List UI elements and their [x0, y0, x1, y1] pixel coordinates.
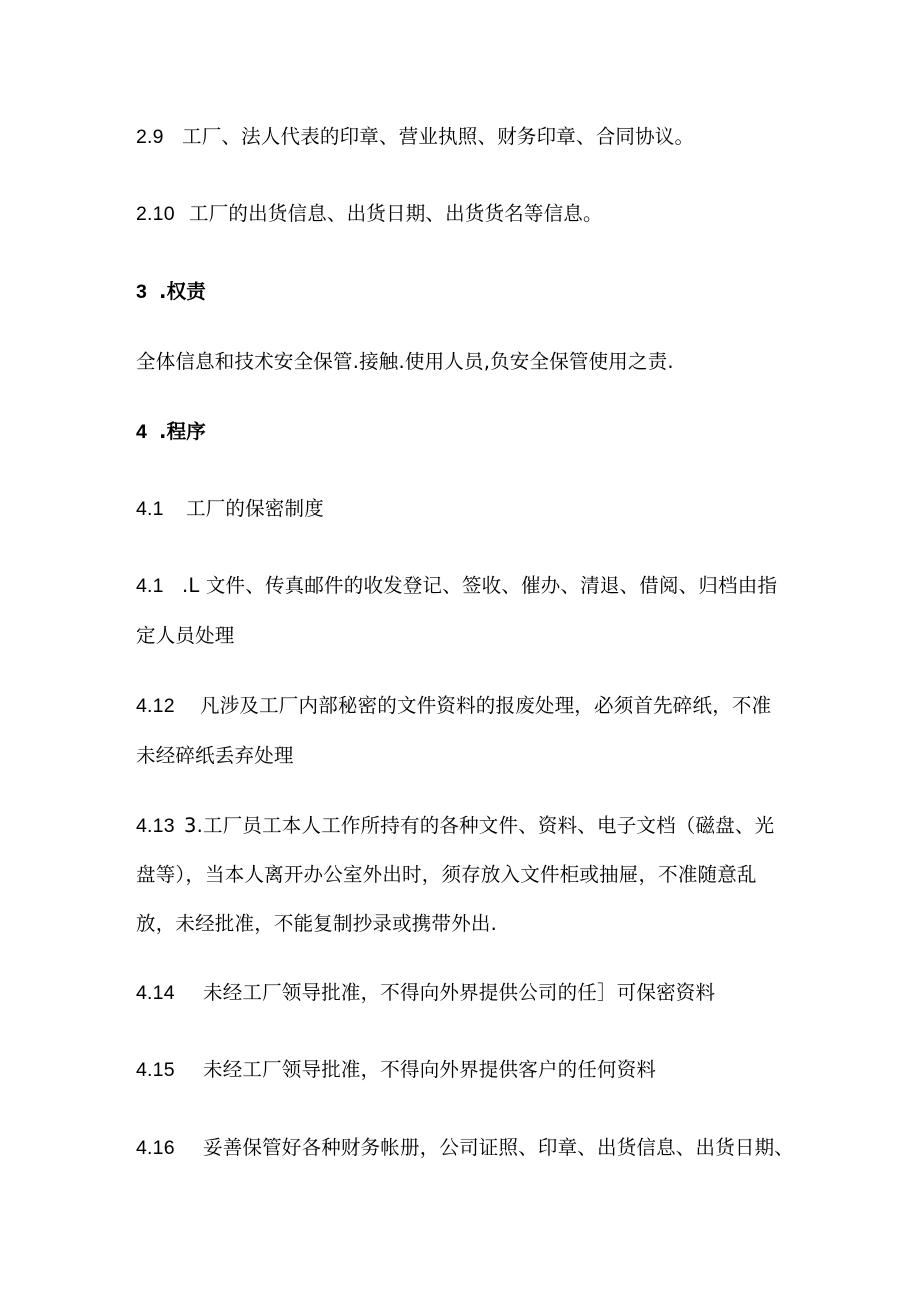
paragraph-4-1-title	[136, 496, 324, 522]
paragraph-text: 工厂的保密制度	[186, 497, 324, 520]
section-number: 4.15	[136, 1059, 175, 1081]
paragraph-text: 工厂的出货信息、出货日期、出货货名等信息。	[189, 202, 603, 225]
section-heading-3	[136, 279, 206, 305]
paragraph-4-1-1	[136, 573, 777, 599]
paragraph-text-line-3: 放，未经批准，不能复制抄录或携带外出.	[136, 912, 497, 935]
section-title: .权责	[159, 280, 207, 303]
paragraph-text: 全体信息和技术安全保管.接触.使用人员,负安全保管使用之责.	[136, 350, 674, 373]
section-number: 2.10	[136, 203, 175, 225]
paragraph-4-14	[136, 980, 715, 1006]
paragraph-text-line-1: 3.工厂员工本人工作所持有的各种文件、资料、电子文档（磁盘、光	[184, 814, 775, 837]
paragraph-4-12	[136, 693, 771, 719]
paragraph-4-12-continued	[136, 743, 294, 769]
section-number: 4	[136, 421, 148, 443]
paragraph-responsibility	[136, 349, 674, 375]
paragraph-4-1-1-continued	[136, 623, 235, 649]
paragraph-text-line-1: 凡涉及工厂内部秘密的文件资料的报废处理，必须首先碎纸，不准	[200, 694, 772, 717]
paragraph-text: 未经工厂领导批准，不得向外界提供客户的任何资料	[203, 1058, 657, 1081]
section-heading-4	[136, 419, 206, 445]
section-number: 4.1	[136, 498, 164, 520]
section-title: .程序	[159, 420, 207, 443]
paragraph-text: 工厂、法人代表的印章、营业执照、财务印章、合同协议。	[182, 125, 695, 148]
paragraph-4-13-continued-2	[136, 911, 497, 937]
paragraph-text-line-2: 未经碎纸丢弃处理	[136, 744, 294, 767]
section-number: 3	[136, 281, 148, 303]
section-number: 4.13	[136, 815, 175, 837]
section-number: 4.16	[136, 1137, 175, 1159]
section-number: 2.9	[136, 126, 164, 148]
paragraph-4-16	[136, 1135, 794, 1161]
paragraph-4-15	[136, 1057, 656, 1083]
paragraph-text-line-2: 盘等），当本人离开办公室外出时，须存放入文件柜或抽屉，不准随意乱	[136, 863, 757, 886]
paragraph-text-line-1: .L 文件、传真邮件的收发登记、签收、催办、清退、借阅、归档由指	[182, 574, 778, 597]
section-number: 4.14	[136, 982, 175, 1004]
paragraph-4-13-continued-1	[136, 862, 757, 888]
paragraph-text: 未经工厂领导批准，不得向外界提供公司的任］可保密资料	[203, 981, 716, 1004]
paragraph-4-13	[136, 813, 774, 839]
paragraph-2-9	[136, 124, 694, 150]
section-number: 4.1	[136, 575, 164, 597]
paragraph-text: 妥善保管好各种财务帐册，公司证照、印章、出货信息、出货日期、	[203, 1136, 795, 1159]
paragraph-text-line-2: 定人员处理	[136, 624, 235, 647]
paragraph-2-10	[136, 201, 603, 227]
section-number: 4.12	[136, 695, 175, 717]
